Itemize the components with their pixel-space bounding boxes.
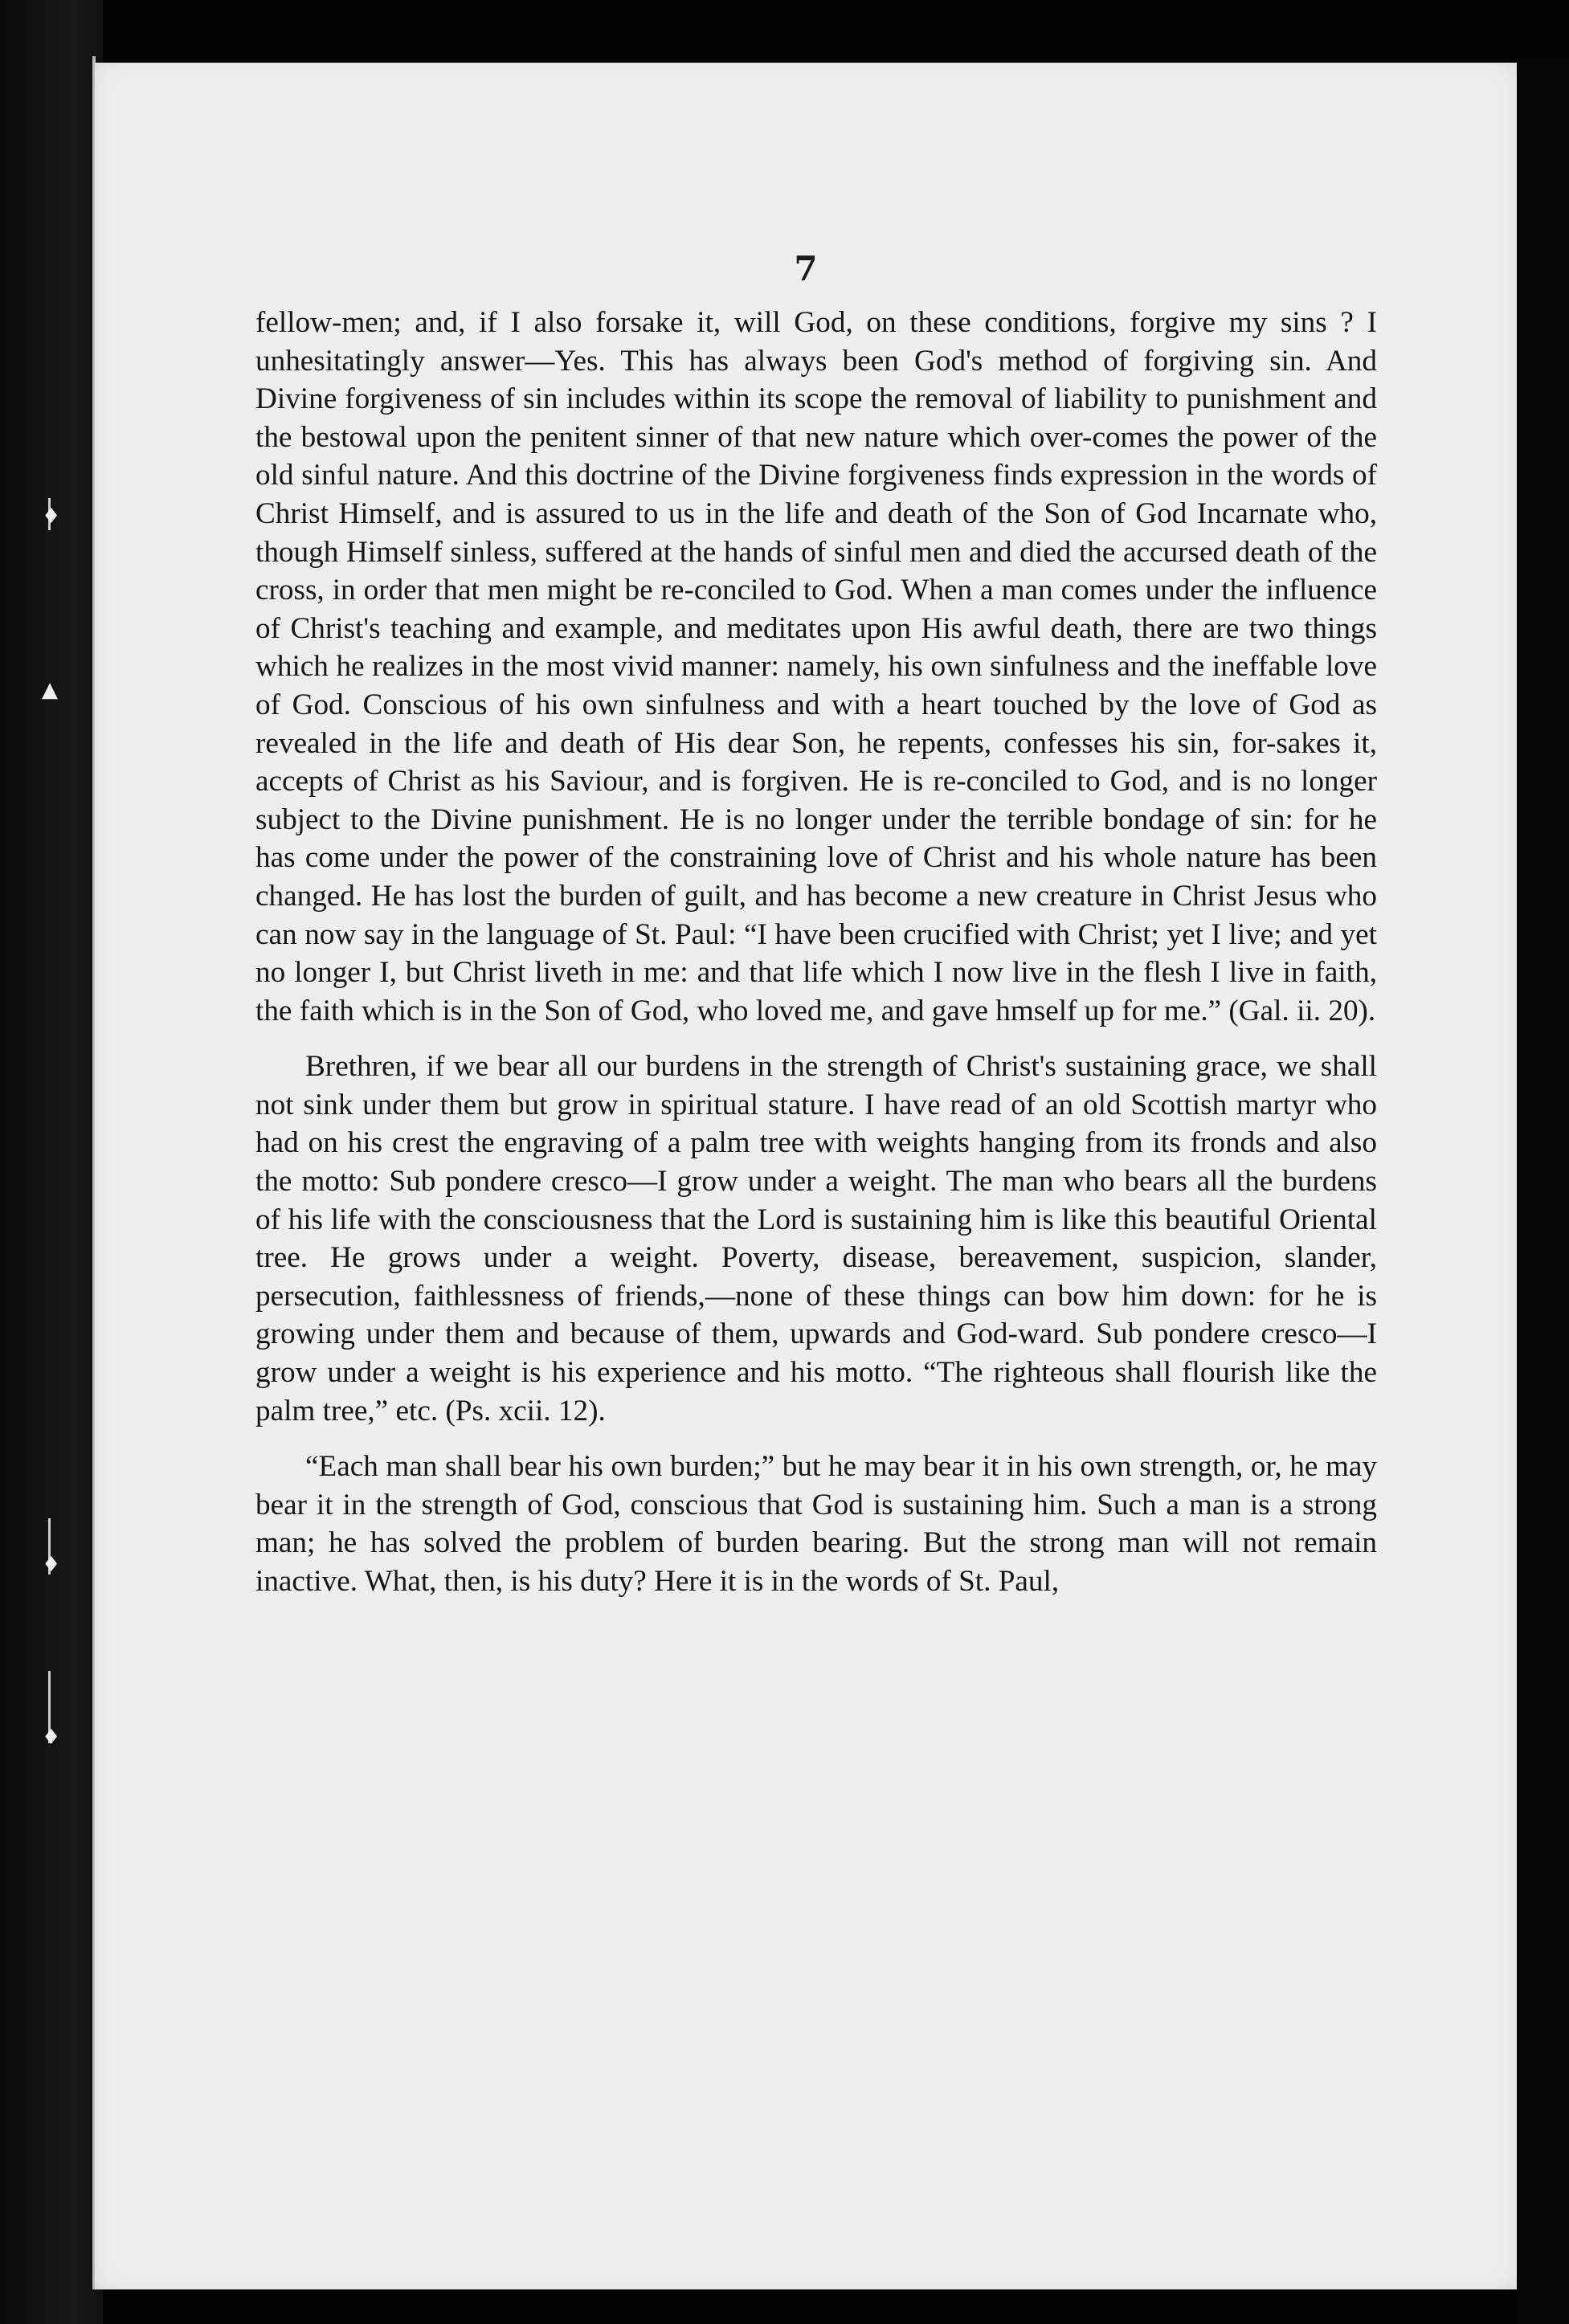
body-text xyxy=(255,304,1377,1601)
margin-triangle-icon: ▲ xyxy=(42,678,58,702)
paragraph-2: Brethren, if we bear all our burdens in the strength of Christ's sustaining grace, we shall not sink under them but grow in spiritual stature. I have read of an old Scottish martyr who had on his crest the engraving of a palm tree with weights hanging from its fronds and also the motto: Sub pondere cresco—I grow under a weight. The man who bears all the burdens of his life with the consciousness that the Lord is sustaining him is like this beautiful Oriental tree. He grows under a weight. Poverty, disease, bereavement, suspicion, slander, persecution, faithlessness of friends,—none of these things can bow him down: for he is growing under them and because of them, upwards and God-ward. Sub pondere cresco—I grow under a weight is his experience and his motto. “The righteous shall flourish like the palm tree,” etc. (Ps. xcii. 12). xyxy=(255,1050,1377,1427)
paragraph-3: “Each man shall bear his own burden;” but he may bear it in his own strength, or, he may bear it in the strength of God, conscious that God is sustaining him. Such a man is a strong man; he has solved the problem of burden bearing. But the strong man will not remain inactive. What, then, is his duty? Here it is in the words of St. Paul, xyxy=(255,1450,1377,1598)
margin-diamond-icon: ♦ xyxy=(42,504,61,529)
margin-diamond-icon: ♦ xyxy=(42,1726,61,1750)
paragraph-1: fellow-men; and, if I also forsake it, will God, on these conditions, forgive my sins ? I unhesitatingly answer—Yes. This has always been God's method of forgiving sin. And Divine forgiveness of sin includes within its scope the removal of liability to punishment and the bestowal upon the penitent sinner of that new nature which over-comes the power of the old sinful nature. And this doctrine of the Divine forgiveness finds expression in the words of Christ Himself, and is assured to us in the life and death of the Son of God Incarnate who, though Himself sinless, suffered at the hands of sinful men and died the accursed death of the cross, in order that men might be re-conciled to God. When a man comes under the influence of Christ's teaching and example, and meditates upon His awful death, there are two things which he realizes in the most vivid manner: namely, his own sinfulness and the ineffable love of God. Conscious of his own sinfulness and with a heart touched by the love of God as revealed in the life and death of His dear Son, he repents, confesses his sin, for-sakes it, accepts of Christ as his Saviour, and is forgiven. He is re-conciled to God, and is no longer subject to the Divine punishment. He is no longer under the terrible bondage of sin: for he has come under the power of the constraining love of Christ and his whole nature has been changed. He has lost the burden of guilt, and has become a new creature in Christ Jesus who can now say in the language of St. Paul: “I have been crucified with Christ; yet I live; and yet no longer I, but Christ liveth in me: and that life which I now live in the flesh I live in faith, the faith which is in the Son of God, who loved me, and gave hmself up for me.” (Gal. ii. 20). xyxy=(255,306,1377,1027)
margin-diamond-icon: ♦ xyxy=(42,1553,61,1577)
page-number: 7 xyxy=(794,249,818,288)
facing-page-edge xyxy=(0,0,103,2324)
right-scan-border xyxy=(1517,63,1569,2324)
book-page xyxy=(95,63,1517,2289)
